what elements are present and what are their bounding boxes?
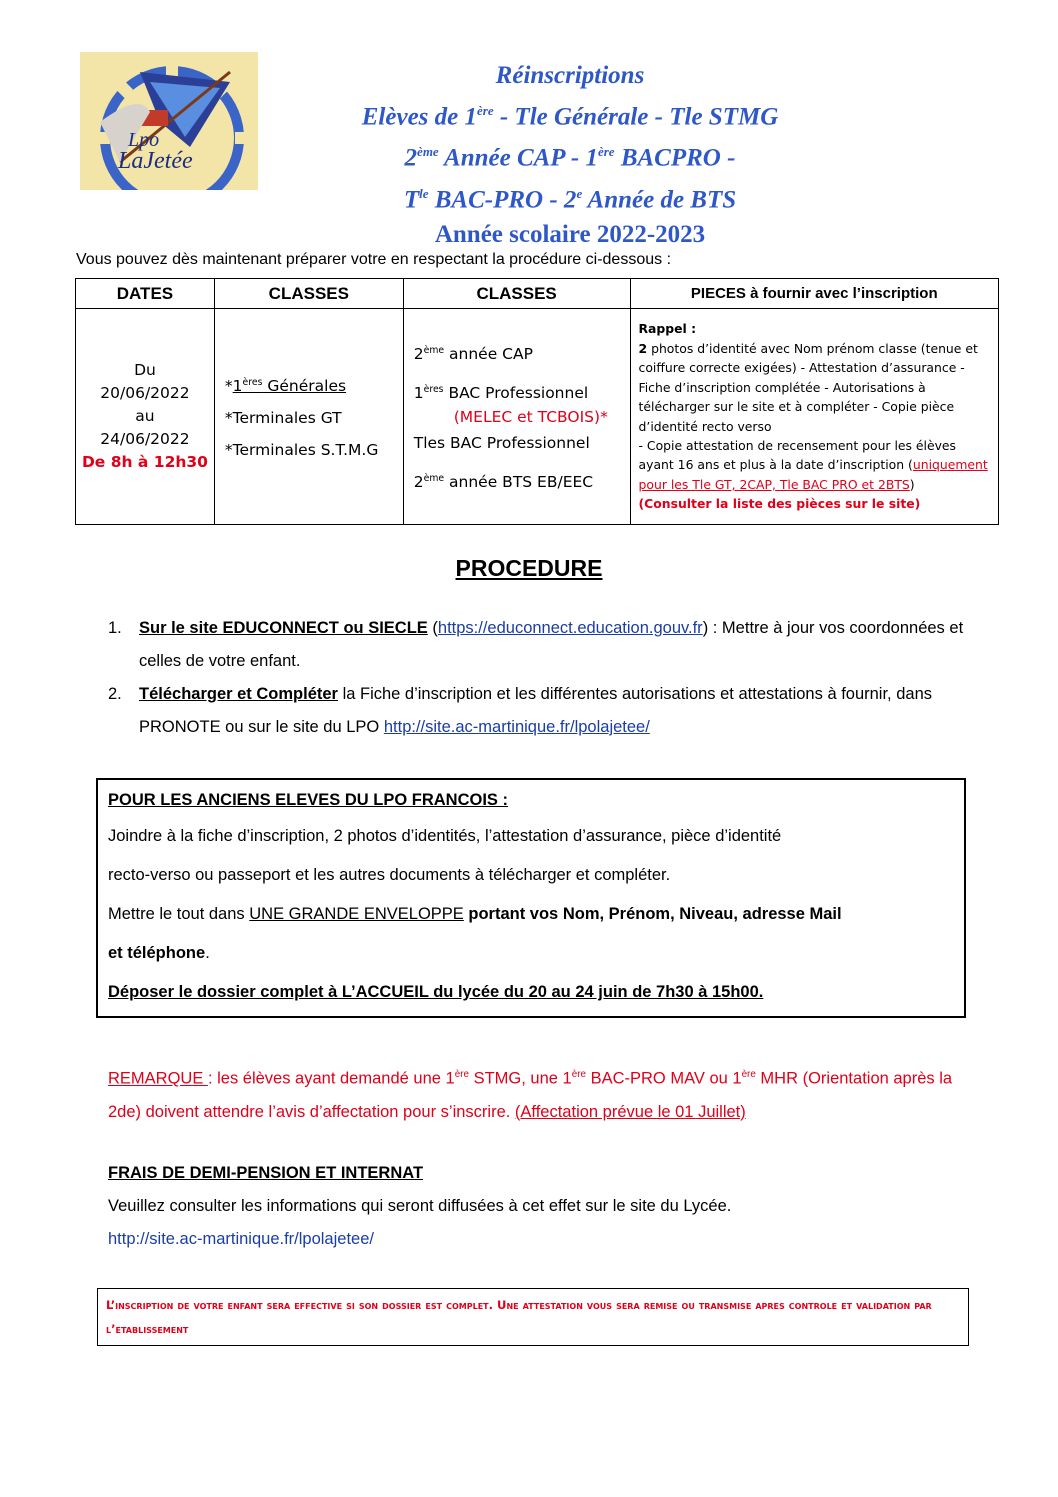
- logo-line2: LaJetée: [118, 148, 193, 174]
- class-item: *Terminales S.T.M.G: [224, 441, 379, 460]
- class-item: 2ème année BTS EB/EEC: [413, 473, 594, 492]
- procedure-title: PROCEDURE: [455, 555, 603, 581]
- registration-table: [75, 278, 999, 525]
- header-classes-1: CLASSES: [214, 279, 403, 309]
- class-item: Tles BAC Professionnel: [413, 434, 590, 453]
- class-item: *1ères Générales: [224, 376, 347, 396]
- class-item: *Terminales GT: [224, 409, 342, 428]
- educonnect-link[interactable]: https://educonnect.education.gouv.fr: [437, 619, 703, 637]
- procedure-step: 1. Sur le site EDUCONNECT ou SIECLE (https://educonnect.education.gouv.fr) : Mettre à jour vos coordonnées et celles de votre enfant.: [108, 619, 964, 670]
- logo-line1: Lpo: [128, 129, 160, 151]
- pieces-cell: Rappel : 2 photos d’identité avec Nom prénom classe (tenue et coiffure correcte exigées) - Attestation d’assurance - Fiche d’inscription complétée - Autorisations à télécharger sur le site et à compléter - Copie pièce d’identité recto verso - Copie attestation de recensement pour les élèves ayant 16 ans et plus à la date d’inscription (uniquement pour les Tle GT, 2CAP, Tle BAC PRO et 2BTS) (Consulter la liste des pièces sur le site): [630, 309, 998, 525]
- table-row: [76, 309, 999, 525]
- document-title: [300, 58, 840, 252]
- dates-cell: Du 20/06/2022 au 24/06/2022 De 8h à 12h30: [76, 309, 215, 525]
- school-logo: [80, 52, 258, 190]
- class-item: 1ères BAC Professionnel: [413, 383, 589, 403]
- frais-title: FRAIS DE DEMI-PENSION ET INTERNAT: [108, 1164, 424, 1182]
- title-line3: 2ème Année CAP - 1ère BACPRO -: [404, 144, 736, 172]
- footer-note: L’inscription de votre enfant sera effective si son dossier est complet. Une attestation vous sera remise ou transmise apres controle et validation par l’etablissement: [97, 1288, 969, 1346]
- title-line4: $T^{le}$ BAC-PRO - 2e Année de BTS: [403, 185, 737, 213]
- lpo-site-link[interactable]: http://site.ac-martinique.fr/lpolajetee/: [383, 718, 650, 736]
- title-line1: Réinscriptions: [495, 62, 645, 89]
- frais-section: FRAIS DE DEMI-PENSION ET INTERNAT Veuillez consulter les informations qui seront diffusées à cet effet sur le site du Lycée. http://site.ac-martinique.fr/lpolajetee/: [108, 1157, 968, 1256]
- header-dates: DATES: [76, 279, 215, 309]
- anciens-eleves-box: POUR LES ANCIENS ELEVES DU LPO FRANCOIS : Joindre à la fiche d’inscription, 2 photos d’identités, l’attestation d’assurance, pièce d’identité recto-verso ou passeport et les autres documents à télécharger et compléter. Mettre le tout dans UNE GRANDE ENVELOPPE portant vos Nom, Prénom, Niveau, adresse Mail et téléphone. Déposer le dossier complet à L’ACCUEIL du lycée du 20 au 24 juin de 7h30 à 15h00.: [96, 778, 966, 1018]
- header-pieces: PIECES à fournir avec l’inscription: [630, 279, 998, 309]
- procedure-list: [108, 612, 968, 744]
- class-item-sub: (MELEC et TCBOIS)*: [453, 408, 608, 427]
- table-header-row: [76, 279, 999, 309]
- classes-cell-2: [403, 309, 630, 525]
- classes-cell-1: [214, 309, 403, 525]
- frais-link[interactable]: http://site.ac-martinique.fr/lpolajetee/: [108, 1230, 374, 1248]
- anciens-title: POUR LES ANCIENS ELEVES DU LPO FRANCOIS :: [108, 791, 509, 809]
- intro-text: Vous pouvez dès maintenant préparer votre en respectant la procédure ci-dessous :: [76, 251, 672, 268]
- school-year: Année scolaire 2022-2023: [434, 220, 706, 248]
- hours: De 8h à 12h30: [81, 453, 208, 471]
- title-line2: Elèves de 1ère - Tle Générale - Tle STMG: [361, 103, 779, 131]
- class-item: 2ème année CAP: [413, 344, 533, 363]
- procedure-step: 2. Télécharger et Compléter la Fiche d’inscription et les différentes autorisations et attestations à fournir, dans PRONOTE ou sur le site du LPO http://site.ac-martinique.fr/lpolajetee/: [108, 685, 933, 736]
- remarque: REMARQUE : les élèves ayant demandé une 1ère STMG, une 1ère BAC-PRO MAV ou 1ère MHR (Orientation après la 2de) doivent attendre l’avis d’affectation pour s’inscrire. (Affectation prévue le 01 Juillet): [108, 1069, 953, 1121]
- header-classes-2: CLASSES: [403, 279, 630, 309]
